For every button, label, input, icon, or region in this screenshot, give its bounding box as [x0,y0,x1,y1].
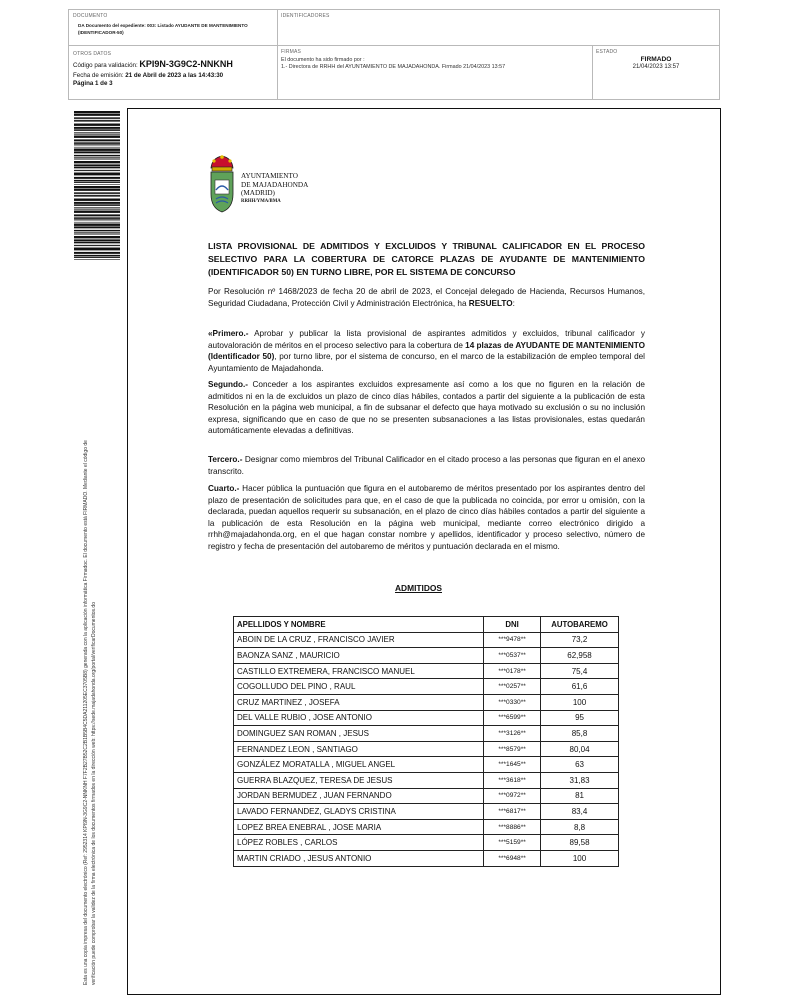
barcode-bar [74,155,120,157]
barcode-bar [74,219,120,220]
barcode-bar [74,164,120,166]
barcode-bar [74,257,120,258]
cuarto-paragraph [208,483,645,552]
table-row [234,679,619,695]
header-apellidos: APELLIDOS Y NOMBRE [234,617,484,633]
table-row [234,788,619,804]
coat-of-arms-logo [206,152,238,214]
barcode-bar [74,196,120,197]
barcode-bar [74,151,120,153]
barcode-bar [74,255,120,257]
barcode-bar [74,121,120,122]
table-row [234,694,619,710]
table-header-row [234,617,619,633]
side-verification-line1: Esta es una copia impresa del documento electrónico (Ref: 2952314 KPI9N-3G9C2-NNKNH F7F2B27B52C2B1B5B4C5DA211205EC3705B8) generada con la aplicación informática Firmadoc. El documento está FIRMADO. Mediante el código de [83,440,89,985]
barcode-bar [74,232,120,233]
pagina-indicator: Página 1 de 3 [73,80,113,87]
barcode-bar [74,111,120,113]
documento-text: DA Documento del expediente: 003: Listado AYUDANTE DE MANTENIMIENTO (IDENTIFICADOR-50) [78,23,248,35]
estado-date: 21/04/2023 13:57 [632,64,680,70]
barcode-bar [74,234,120,235]
barcode-bar [74,144,120,145]
codigo-value: KPI9N-3G9C2-NNKNH [139,59,233,69]
primero-text: Aprobar y publicar la lista provisional de aspirantes admitidos y excluidos, tribunal calificador y autovaloración de méritos en el proceso selectivo para la cobertura de [208,329,645,350]
barcode-bar [74,248,120,250]
identificadores-label: IDENTIFICADORES [281,13,330,19]
segundo-text: Conceder a los aspirantes excluidos expresamente así como a los que no figuren en la relación de admitidos ni en la de excluidos un plazo de cinco días hábiles, contados a partir del siguiente a la publicación de esta Resolución en la página web municipal, a fin de subsanar el defecto que haya motivado su exclusión o su no inclusión expresa, significando que en caso de que no se presenten subsanaciones a las listas provisionales, estas quedarán automáticamente elevadas a definitivas. [208,380,645,435]
segundo-heading: Segundo.- [208,380,249,389]
fecha-value: 21 de Abril de 2023 a las 14:43:30 [125,72,224,79]
barcode-bar [74,167,120,169]
intro-paragraph [208,286,645,309]
cell-autobaremo: 75,4 [541,663,619,679]
cell-autobaremo: 95 [541,710,619,726]
estado-cell [592,46,719,99]
cell-autobaremo: 100 [541,850,619,866]
intro-resuelto: RESUELTO [468,298,513,308]
department-code: RRHH/YMA/BMA [241,198,281,204]
barcode-bar [74,245,120,246]
cell-dni: ***0537** [484,648,541,664]
barcode-bar [74,211,120,213]
barcode-bar [74,214,120,216]
cell-apellidos-nombre: GONZÁLEZ MORATALLA , MIGUEL ANGEL [234,757,484,773]
barcode-bar [74,236,120,238]
header-row-datos [68,46,720,100]
tercero-heading: Tercero.- [208,455,243,464]
table-row [234,850,619,866]
table-row [234,663,619,679]
otros-datos-label: OTROS DATOS [73,51,112,57]
intro-colon: : [512,298,515,308]
cell-dni: ***0178** [484,663,541,679]
barcode-bar [74,149,120,151]
table-row [234,741,619,757]
cell-autobaremo: 85,8 [541,726,619,742]
cell-dni: ***3618** [484,772,541,788]
firmas-cell [277,46,592,99]
cell-autobaremo: 81 [541,788,619,804]
barcode-bar [74,189,120,191]
identificadores-cell [277,10,719,45]
document-title: LISTA PROVISIONAL DE ADMITIDOS Y EXCLUIDOS Y TRIBUNAL CALIFICADOR EN EL PROCESO SELECTIVO PARA LA COBERTURA DE CATORCE PLAZAS DE AYUDANTE DE MANTENIMIENTO (IDENTIFICADOR 50) EN TURNO LIBRE, POR EL SISTEMA DE CONCURSO [208,241,645,277]
side-verification-line2: verificación puede comprobar la validez de la firma electrónica de los documentos firmados en la dirección web: https://sede.majadahonda.org/portal/verificarDocumentos.do [91,602,97,985]
barcode-bar [74,252,120,254]
barcode-bar [74,139,120,141]
barcode-bar [74,182,120,183]
intro-text: Por Resolución nº 1468/2023 de fecha 20 de abril de 2023, el Concejal delegado de Hacienda, Recursos Humanos, Seguridad Ciudadana, Protección Civil y Administración Electrónica, ha [208,287,645,308]
cell-dni: ***0257** [484,679,541,695]
cell-autobaremo: 61,6 [541,679,619,695]
barcode-bar [74,161,120,163]
table-row [234,804,619,820]
barcode-bar [74,209,120,210]
primero-highlight: 14 plazas de AYUDANTE DE MANTENIMIENTO (Identificador 50) [208,340,646,361]
cell-apellidos-nombre: COGOLLUDO DEL PINO , RAUL [234,679,484,695]
barcode-bar [74,195,120,196]
table-row [234,819,619,835]
otros-datos-cell [69,46,277,99]
municipality-line2: DE MAJADAHONDA [241,180,309,189]
primero-text-end: , por turno libre, por el sistema de concurso, en el marco de la estabilización de empleo temporal del Ayuntamiento de Majadahonda. [208,352,645,373]
cell-dni: ***0330** [484,694,541,710]
barcode-bar [74,173,120,175]
barcode-bar [74,180,120,182]
cell-autobaremo: 83,4 [541,804,619,820]
table-row [234,726,619,742]
header-autobaremo: AUTOBAREMO [541,617,619,633]
primero-paragraph [208,328,645,374]
barcode-bar [74,242,120,244]
cell-dni: ***6817** [484,804,541,820]
cell-apellidos-nombre: MARTIN CRIADO , JESUS ANTONIO [234,850,484,866]
segundo-paragraph [208,379,645,437]
barcode-bar [74,204,120,206]
cell-apellidos-nombre: LOPEZ BREA ENEBRAL , JOSE MARIA [234,819,484,835]
firmas-line1: El documento ha sido firmado por : [281,57,365,63]
documento-label: DOCUMENTO [73,13,108,19]
barcode-bar [74,217,120,219]
codigo-label: Código para validación: [73,62,138,69]
header-row-documento [68,9,720,46]
cell-apellidos-nombre: GUERRA BLAZQUEZ, TERESA DE JESUS [234,772,484,788]
cell-autobaremo: 100 [541,694,619,710]
barcode-bar [74,259,120,260]
firmas-line2: 1.- Directora de RRHH del AYUNTAMIENTO DE MAJADAHONDA. Firmado 21/04/2023 13:57 [281,64,506,70]
table-row [234,632,619,648]
cell-apellidos-nombre: BAONZA SANZ , MAURICIO [234,648,484,664]
barcode-bar [74,120,120,121]
cell-autobaremo: 31,83 [541,772,619,788]
cell-autobaremo: 8,8 [541,819,619,835]
admitidos-table [233,616,619,867]
cell-dni: ***6948** [484,850,541,866]
cell-apellidos-nombre: FERNANDEZ LEON , SANTIAGO [234,741,484,757]
cell-dni: ***9478** [484,632,541,648]
cell-apellidos-nombre: JORDAN BERMUDEZ , JUAN FERNANDO [234,788,484,804]
cell-dni: ***8579** [484,741,541,757]
documento-cell [69,10,277,45]
fecha-emision [73,72,223,79]
barcode-bar [74,127,120,129]
codigo-validacion [73,59,233,69]
firmas-label: FIRMAS [281,49,302,55]
cell-dni: ***0972** [484,788,541,804]
barcode-bar [74,186,120,188]
cell-autobaremo: 80,04 [541,741,619,757]
barcode-bar [74,224,120,226]
barcode-bar [74,192,120,194]
cell-dni: ***8886** [484,819,541,835]
tercero-text: Designar como miembros del Tribunal Calificador en el citado proceso a las personas que figuran en el anexo transcrito. [208,455,645,476]
barcode-bar [74,199,120,201]
admitidos-heading: ADMITIDOS [395,583,442,593]
barcode-bar [74,247,120,248]
cell-apellidos-nombre: CRUZ MARTINEZ , JOSEFA [234,694,484,710]
barcode-bar [74,202,120,204]
barcode-bar [74,124,120,126]
barcode-graphic [74,111,120,261]
barcode-bar [74,239,120,241]
barcode-bar [74,117,120,119]
estado-value: FIRMADO [640,56,672,63]
barcode-bar [74,157,120,158]
barcode-bar [74,134,120,135]
table-row [234,835,619,851]
cell-apellidos-nombre: LAVADO FERNANDEZ, GLADYS CRISTINA [234,804,484,820]
cell-apellidos-nombre: LÓPEZ ROBLES , CARLOS [234,835,484,851]
barcode-bar [74,129,120,131]
cell-apellidos-nombre: ABOIN DE LA CRUZ , FRANCISCO JAVIER [234,632,484,648]
municipality-line1: AYUNTAMIENTO [241,172,298,180]
cell-autobaremo: 73,2 [541,632,619,648]
table-row [234,772,619,788]
municipality-line3: (MADRID) [241,189,275,198]
barcode-bar [74,184,120,185]
cell-apellidos-nombre: DOMINGUEZ SAN ROMAN , JESUS [234,726,484,742]
barcode-bar [74,222,120,223]
cell-dni: ***6599** [484,710,541,726]
barcode-bar [74,170,120,171]
table-row [234,757,619,773]
primero-heading: «Primero.- [208,329,249,338]
cuarto-heading: Cuarto.- [208,484,240,493]
cell-dni: ***5159** [484,835,541,851]
barcode-bar [74,226,120,228]
cell-apellidos-nombre: CASTILLO EXTREMERA, FRANCISCO MANUEL [234,663,484,679]
barcode-bar [74,177,120,179]
header-dni: DNI [484,617,541,633]
cell-autobaremo: 62,958 [541,648,619,664]
cell-dni: ***1645** [484,757,541,773]
barcode-bar [74,136,120,138]
table-row [234,710,619,726]
barcode-bar [74,207,120,208]
tercero-paragraph [208,454,645,477]
fecha-label: Fecha de emisión: [73,72,124,79]
cell-apellidos-nombre: DEL VALLE RUBIO , JOSE ANTONIO [234,710,484,726]
barcode-bar [74,114,120,116]
barcode-bar [74,172,120,173]
table-row [234,648,619,664]
cell-autobaremo: 63 [541,757,619,773]
barcode-bar [74,147,120,148]
cell-autobaremo: 89,58 [541,835,619,851]
barcode-bar [74,230,120,232]
barcode-bar [74,132,120,133]
municipality-block [241,172,308,206]
barcode-bar [74,142,120,144]
estado-label: ESTADO [596,49,618,55]
barcode-bar [74,159,120,160]
cell-dni: ***3126** [484,726,541,742]
cuarto-text: Hacer pública la puntuación que figura en el autobaremo de méritos presentado por los aspirantes dentro del plazo de presentación de solicitudes para que, en el caso de que la publicada no coincida, por error u omisión, con la declarada, puedan aquellos requerir su subsanación, en el plazo de cinco días hábiles contados a partir del siguiente a la publicación de esta Resolución en la página web municipal, mediante correo electrónico dirigido a rrhh@majadahonda.org, en el que hagan constar nombre y apellidos, identificador y proceso selectivo, número de registro y fecha de presentación del autobaremo de méritos y puntuación declarada en el mismo. [208,484,645,551]
